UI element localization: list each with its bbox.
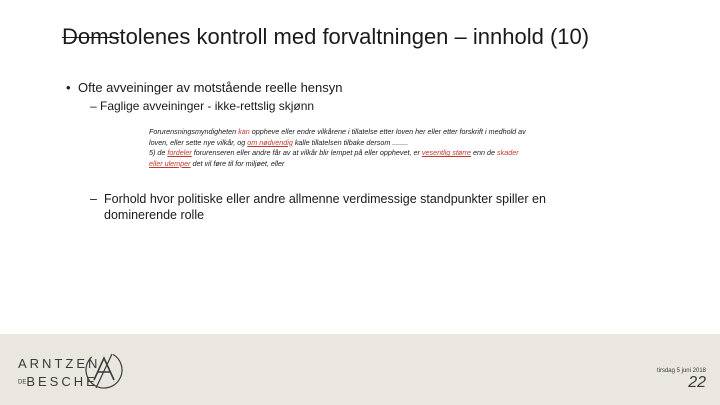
quote-highlight-vesentlig-storre: vesentlig større: [421, 148, 472, 157]
slide-date: tirsdag 5 juni 2018: [656, 368, 706, 374]
quote-text: forurenseren eller andre får av at vilkår blir lempet på eller opphevet, er: [191, 148, 422, 157]
quote-highlight-fordeler: fordeler: [167, 148, 192, 157]
logo-text-besche: BESCHE: [26, 374, 98, 389]
sub-bullet-2-text-cont: dominerende rolle: [104, 208, 205, 222]
quote-text: det vil føre til for miljøet, eller: [190, 158, 285, 168]
title-text: tolenes kontroll med forvaltningen – innhold (10): [119, 24, 590, 49]
quote-line-4: [149, 159, 669, 170]
title-struck-text: Doms: [62, 24, 120, 49]
quote-text: enn de: [471, 148, 498, 157]
sub-bullet-dash: –: [90, 192, 97, 206]
quote-text: loven, eller sette nye vilkår, og: [149, 137, 248, 147]
sub-bullet-1: – Faglige avveininger - ikke-rettslig skjønn: [90, 99, 315, 113]
sub-bullet-2: [90, 191, 630, 223]
quote-text: oppheve eller endre vilkårene i tillatelse etter loven her eller etter forskrift i medhold av: [249, 127, 526, 136]
quote-text: 5) de: [149, 148, 168, 157]
quote-line-2: [149, 138, 669, 149]
slide-title: [62, 24, 589, 50]
quote-highlight-eller-ulemper: eller ulemper: [149, 158, 191, 168]
footer-band: [0, 334, 720, 405]
logo-de: DE: [18, 379, 27, 386]
quote-line-3: [149, 148, 669, 159]
page-number: 22: [688, 374, 706, 391]
bullet-marker: •: [66, 80, 71, 95]
logo-text-top: ARNTZEN: [18, 356, 101, 371]
quote-highlight-kan: kan: [238, 127, 250, 136]
quote-highlight-om-nodvendig: om nødvendig: [247, 137, 293, 147]
sub-bullet-2-text: Forhold hvor politiske eller andre allmenne verdimessige standpunkter spiller en: [104, 192, 546, 206]
bullet-main: [66, 80, 343, 95]
bullet-main-text: Ofte avveininger av motstående reelle hensyn: [78, 80, 343, 95]
quote-line-1: [149, 127, 669, 138]
quote-text: kalle tillatelsen tilbake dersom ........: [292, 137, 409, 147]
quote-text: Forurensningsmyndigheten: [149, 127, 239, 136]
law-quote: [149, 127, 669, 169]
logo-emblem-icon: [82, 348, 126, 392]
quote-highlight-skader: skader: [497, 148, 519, 157]
